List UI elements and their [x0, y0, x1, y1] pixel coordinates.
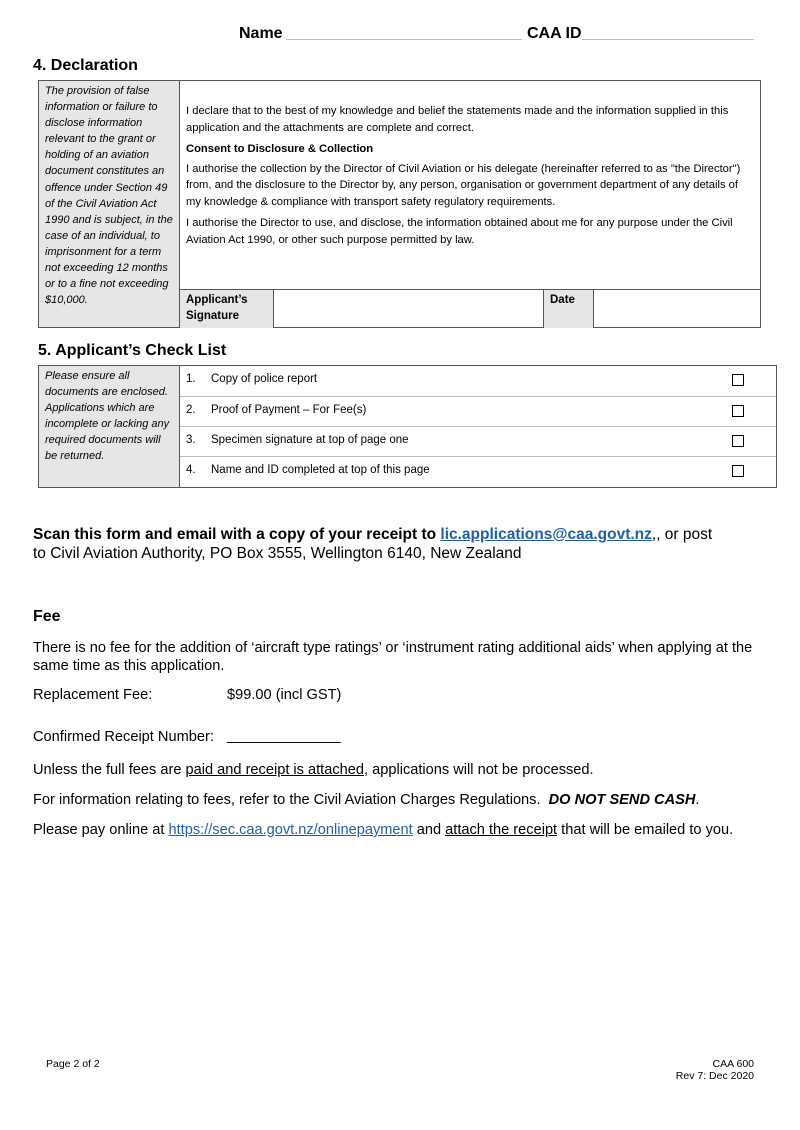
name-field[interactable] [286, 39, 522, 40]
checklist-item-label: Name and ID completed at top of this page [211, 464, 430, 476]
checklist-item-label: Copy of police report [211, 373, 318, 385]
form-revision: Rev 7: Dec 2020 [675, 1070, 754, 1082]
unless-underlined: paid and receipt is attached [185, 762, 365, 778]
checkbox-proof-of-payment[interactable] [732, 405, 744, 417]
scan-instructions [33, 525, 763, 563]
signature-label: Applicant’s Signature [180, 290, 274, 328]
signature-field[interactable] [274, 290, 544, 328]
checkbox-police-report[interactable] [732, 374, 744, 386]
scan-rest-2: to Civil Aviation Authority, PO Box 3555, Wellington 6140, New Zealand [33, 545, 522, 562]
receipt-number-field[interactable]: ______________ [227, 728, 341, 744]
form-id [676, 1058, 754, 1082]
pay-part-3: that will be emailed to you. [557, 822, 734, 838]
checklist-item [180, 426, 776, 456]
scan-lead: Scan this form and email with a copy of your receipt to [33, 526, 441, 543]
unless-text [33, 761, 594, 779]
date-field[interactable] [594, 290, 760, 328]
consent-heading: Consent to Disclosure & Collection [186, 143, 374, 155]
consent-paragraph-2: I authorise the Director to use, and disclose, the information obtained about me for any purpose under the Civil Aviation Act 1990, or other such purpose permitted by law. [186, 217, 733, 246]
pay-online-text [33, 821, 733, 839]
checklist-title: 5. Applicant’s Check List [38, 342, 227, 359]
caa-id-label: CAA ID [527, 25, 582, 42]
checklist-item [180, 396, 776, 426]
form-number: CAA 600 [712, 1058, 754, 1070]
no-fee-text: There is no fee for the addition of ‘aircraft type ratings’ or ‘instrument rating additional aids’ when applying at the same time as this application. [33, 640, 753, 674]
checklist-item [180, 366, 776, 396]
checklist-item-number: 1. [186, 373, 196, 385]
fee-info-part-1: For information relating to fees, refer to the Civil Aviation Charges Regulations. [33, 792, 549, 808]
declaration-side-note: The provision of false information or failure to disclose information relevant to the grant or holding of an aviation document constitutes an offence under Section 49 of the Civil Aviation Act 1990 and is subject, in the case of an individual, to imprisonment for a term not exceeding 12 months or to a fine not exceeding $10,000. [39, 81, 180, 327]
fee-info-text [33, 791, 699, 809]
fee-title: Fee [33, 608, 61, 625]
checkbox-name-and-id[interactable] [732, 465, 744, 477]
declaration-table [38, 80, 761, 328]
receipt-number-label: Confirmed Receipt Number: [33, 729, 214, 745]
declaration-title: 4. Declaration [33, 57, 138, 74]
declaration-body [180, 81, 760, 289]
consent-paragraph-1: I authorise the collection by the Director of Civil Aviation or his delegate (hereinafter referred to as "the Director") from, and the disclosure to the Director by, any person, organisation or government department of any details of my knowledge & compliance with transport safety regulatory requirements. [186, 162, 741, 208]
name-label: Name [239, 25, 283, 42]
checklist-item-number: 2. [186, 404, 196, 416]
replacement-fee-value: $99.00 (incl GST) [227, 687, 342, 703]
unless-part-2: , applications will not be processed. [364, 762, 594, 778]
checklist-table [38, 365, 777, 488]
checklist-item-number: 3. [186, 434, 196, 446]
fee-info-part-2: . [695, 792, 700, 808]
caa-id-field[interactable] [582, 39, 754, 40]
replacement-fee-label: Replacement Fee: [33, 687, 153, 703]
checklist-item-number: 4. [186, 464, 196, 476]
checklist-item-label: Specimen signature at top of page one [211, 434, 409, 446]
checkbox-specimen-signature[interactable] [732, 435, 744, 447]
scan-rest-1: ,, or post [651, 526, 713, 543]
pay-part-1: Please pay online at [33, 822, 169, 838]
unless-part-1: Unless the full fees are [33, 762, 186, 778]
checklist-item-label: Proof of Payment – For Fee(s) [211, 404, 367, 416]
checklist-side-note: Please ensure all documents are enclosed. Applications which are incomplete or lacking any required documents will be returned. [39, 366, 180, 487]
signature-row [180, 289, 760, 328]
pay-part-2: and [412, 822, 446, 838]
date-label: Date [544, 290, 594, 328]
pay-underlined: attach the receipt [445, 822, 558, 838]
no-cash-warning: DO NOT SEND CASH [548, 792, 696, 808]
online-payment-link[interactable]: https://sec.caa.govt.nz/onlinepayment [168, 822, 413, 838]
page-number: Page 2 of 2 [46, 1058, 100, 1070]
checklist-item [180, 456, 776, 486]
declaration-statement: I declare that to the best of my knowledge and belief the statements made and the information supplied in this application and the attachments are complete and correct. [186, 105, 729, 134]
email-link[interactable]: lic.applications@caa.govt.nz [440, 526, 652, 543]
